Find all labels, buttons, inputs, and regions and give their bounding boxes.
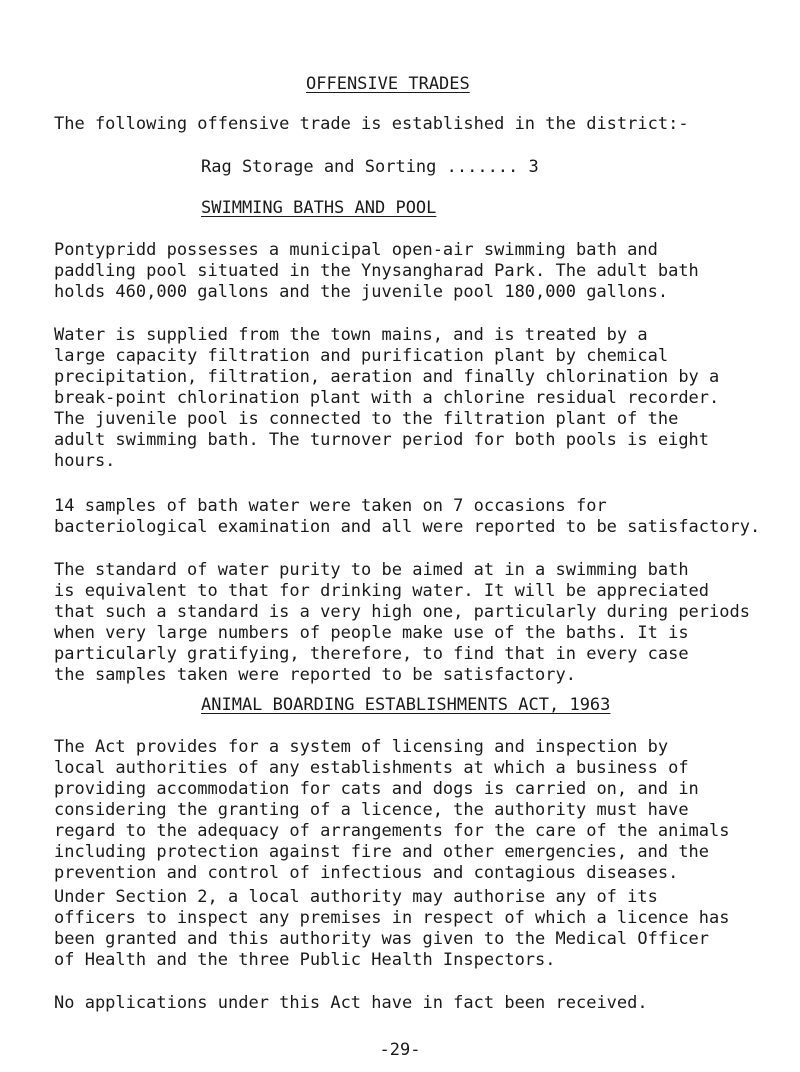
text-line: No applications under this Act have in fact been received. bbox=[54, 993, 648, 1013]
text-line: providing accommodation for cats and dogs is carried on, and in bbox=[54, 779, 699, 799]
offensive-trade-item-label: Rag Storage and Sorting ....... bbox=[201, 157, 529, 177]
text-line: large capacity filtration and purification plant by chemical bbox=[54, 346, 669, 366]
swimming-paragraph-4 bbox=[54, 560, 774, 686]
text-line: prevention and control of infectious and contagious diseases. bbox=[54, 863, 679, 883]
text-line: when very large numbers of people make use of the baths. It is bbox=[54, 623, 689, 643]
text-line: holds 460,000 gallons and the juvenile pool 180,000 gallons. bbox=[54, 282, 669, 302]
swimming-paragraph-2 bbox=[54, 325, 774, 472]
page-number: -29- bbox=[379, 1040, 421, 1060]
offensive-trade-item-count: 3 bbox=[528, 157, 539, 177]
swimming-paragraph-1 bbox=[54, 240, 774, 303]
text-line: Pontypridd possesses a municipal open-air swimming bath and bbox=[54, 240, 658, 260]
animal-boarding-paragraph-3 bbox=[54, 993, 774, 1014]
text-line: The Act provides for a system of licensing and inspection by bbox=[54, 737, 669, 757]
text-line: particularly gratifying, therefore, to find that in every case bbox=[54, 644, 689, 664]
text-line: considering the granting of a licence, the authority must have bbox=[54, 800, 689, 820]
text-line: precipitation, filtration, aeration and finally chlorination by a bbox=[54, 367, 720, 387]
text-line: The standard of water purity to be aimed at in a swimming bath bbox=[54, 560, 689, 580]
text-line: the samples taken were reported to be satisfactory. bbox=[54, 665, 576, 685]
text-line: break-point chlorination plant with a chlorine residual recorder. bbox=[54, 388, 720, 408]
swimming-paragraph-3 bbox=[54, 496, 774, 538]
text-line: that such a standard is a very high one, particularly during periods bbox=[54, 602, 750, 622]
text-line: regard to the adequacy of arrangements for the care of the animals bbox=[54, 821, 730, 841]
text-line: bacteriological examination and all were reported to be satisfactory. bbox=[54, 517, 761, 537]
text-line: including protection against fire and other emergencies, and the bbox=[54, 842, 710, 862]
text-line: paddling pool situated in the Ynysangharad Park. The adult bath bbox=[54, 261, 699, 281]
text-line: of Health and the three Public Health Inspectors. bbox=[54, 950, 556, 970]
text-line: local authorities of any establishments at which a business of bbox=[54, 758, 689, 778]
swimming-heading: SWIMMING BATHS AND POOL bbox=[201, 198, 437, 218]
text-line: is equivalent to that for drinking water. It will be appreciated bbox=[54, 581, 710, 601]
offensive-trades-intro: The following offensive trade is established in the district:- bbox=[54, 114, 689, 134]
animal-boarding-paragraph-1 bbox=[54, 737, 774, 884]
offensive-trades-heading: OFFENSIVE TRADES bbox=[306, 74, 470, 94]
text-line: hours. bbox=[54, 451, 116, 471]
animal-boarding-heading: ANIMAL BOARDING ESTABLISHMENTS ACT, 1963 bbox=[201, 695, 611, 715]
text-line: 14 samples of bath water were taken on 7 occasions for bbox=[54, 496, 607, 516]
text-line: Under Section 2, a local authority may authorise any of its bbox=[54, 887, 658, 907]
text-line: officers to inspect any premises in respect of which a licence has bbox=[54, 908, 730, 928]
text-line: been granted and this authority was given to the Medical Officer bbox=[54, 929, 710, 949]
animal-boarding-paragraph-2 bbox=[54, 887, 774, 971]
text-line: The juvenile pool is connected to the filtration plant of the bbox=[54, 409, 679, 429]
text-line: adult swimming bath. The turnover period for both pools is eight bbox=[54, 430, 710, 450]
text-line: Water is supplied from the town mains, and is treated by a bbox=[54, 325, 648, 345]
offensive-trade-item bbox=[201, 157, 539, 178]
